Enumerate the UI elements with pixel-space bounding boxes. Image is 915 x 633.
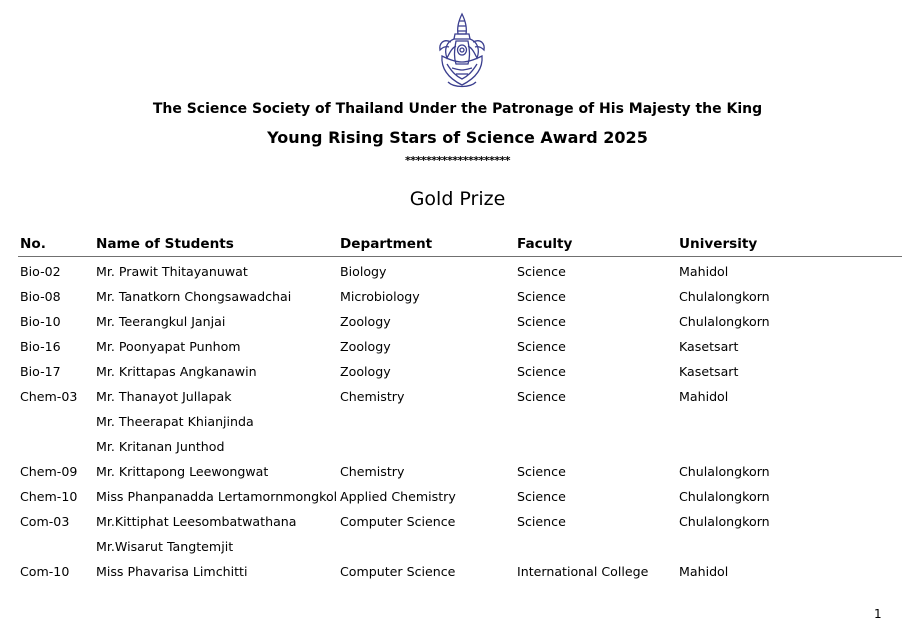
cell-department: Computer Science <box>340 514 456 529</box>
page-number: 1 <box>874 607 882 621</box>
cell-university: Chulalongkorn <box>679 289 770 304</box>
cell-name: Miss Phavarisa Limchitti <box>96 564 248 579</box>
table-row <box>18 257 902 285</box>
column-header-department: Department <box>338 232 515 257</box>
cell-name: Mr. Krittapong Leewongwat <box>96 464 269 479</box>
cell-faculty: Science <box>517 264 566 279</box>
column-header-name: Name of Students <box>94 232 338 257</box>
cell-no <box>18 409 94 434</box>
cell-no: Chem-10 <box>20 489 78 504</box>
cell-no: Chem-09 <box>20 464 78 479</box>
cell-name: Mr. Thanayot Jullapak <box>96 389 232 404</box>
cell-faculty: Science <box>517 389 566 404</box>
column-header-no: No. <box>18 232 94 257</box>
table-row <box>18 534 902 559</box>
cell-faculty: Science <box>517 364 566 379</box>
cell-name: Mr. Krittapas Angkanawin <box>96 364 257 379</box>
cell-university: Chulalongkorn <box>679 314 770 329</box>
table-row <box>18 309 902 334</box>
cell-department: Microbiology <box>340 289 420 304</box>
cell-no <box>18 434 94 459</box>
table-row <box>18 434 902 459</box>
cell-faculty: Science <box>517 339 566 354</box>
cell-department: Chemistry <box>340 464 405 479</box>
cell-department: Zoology <box>340 314 391 329</box>
prize-heading: Gold Prize <box>409 188 506 210</box>
cell-faculty <box>515 434 677 459</box>
cell-faculty: Science <box>517 314 566 329</box>
cell-university <box>677 409 902 434</box>
cell-no: Bio-02 <box>20 264 61 279</box>
table-row <box>18 409 902 434</box>
cell-university: Chulalongkorn <box>679 464 770 479</box>
column-header-faculty: Faculty <box>515 232 677 257</box>
cell-faculty: Science <box>517 489 566 504</box>
cell-faculty: Science <box>517 514 566 529</box>
cell-department: Chemistry <box>340 389 405 404</box>
cell-department: Zoology <box>340 339 391 354</box>
cell-department: Applied Chemistry <box>340 489 456 504</box>
table-row <box>18 459 902 484</box>
cell-university: Mahidol <box>679 264 729 279</box>
cell-department <box>338 409 515 434</box>
table-row <box>18 384 902 409</box>
royal-seal-icon <box>434 12 490 90</box>
table-row <box>18 484 902 509</box>
cell-name: Mr. Kritanan Junthod <box>96 439 225 454</box>
cell-faculty <box>515 534 677 559</box>
cell-no: Chem-03 <box>20 389 78 404</box>
cell-no <box>18 534 94 559</box>
cell-name: Mr. Theerapat Khianjinda <box>96 414 254 429</box>
cell-department: Biology <box>340 264 387 279</box>
column-header-university: University <box>677 232 902 257</box>
cell-name: Mr.Kittiphat Leesombatwathana <box>96 514 297 529</box>
cell-faculty: Science <box>517 464 566 479</box>
cell-name: Mr. Teerangkul Janjai <box>96 314 226 329</box>
cell-name: Mr. Prawit Thitayanuwat <box>96 264 248 279</box>
cell-university <box>677 434 902 459</box>
cell-faculty <box>515 409 677 434</box>
table-row <box>18 559 902 584</box>
cell-department: Zoology <box>340 364 391 379</box>
cell-name: Mr. Poonyapat Punhom <box>96 339 241 354</box>
cell-university: Chulalongkorn <box>679 514 770 529</box>
cell-university: Mahidol <box>679 564 729 579</box>
cell-no: Bio-16 <box>20 339 61 354</box>
table-row <box>18 334 902 359</box>
table-row <box>18 509 902 534</box>
separator-stars: ******************** <box>404 154 511 167</box>
cell-no: Com-10 <box>20 564 70 579</box>
cell-department <box>338 534 515 559</box>
cell-university: Kasetsart <box>679 364 739 379</box>
cell-university <box>677 534 902 559</box>
cell-department <box>338 434 515 459</box>
cell-faculty: International College <box>517 564 649 579</box>
cell-no: Bio-17 <box>20 364 61 379</box>
organization-title: The Science Society of Thailand Under the Patronage of His Majesty the King <box>152 101 763 117</box>
cell-university: Kasetsart <box>679 339 739 354</box>
cell-no: Com-03 <box>20 514 70 529</box>
cell-name: Mr. Tanatkorn Chongsawadchai <box>96 289 292 304</box>
cell-department: Computer Science <box>340 564 456 579</box>
table-row <box>18 359 902 384</box>
cell-faculty: Science <box>517 289 566 304</box>
cell-university: Chulalongkorn <box>679 489 770 504</box>
cell-no: Bio-08 <box>20 289 61 304</box>
cell-name: Miss Phanpanadda Lertamornmongkol <box>96 489 338 504</box>
award-table <box>18 232 902 584</box>
award-title: Young Rising Stars of Science Award 2025 <box>267 128 648 147</box>
table-header-row <box>18 232 902 257</box>
cell-no: Bio-10 <box>20 314 61 329</box>
cell-university: Mahidol <box>679 389 729 404</box>
cell-name: Mr.Wisarut Tangtemjit <box>96 539 234 554</box>
table-row <box>18 284 902 309</box>
